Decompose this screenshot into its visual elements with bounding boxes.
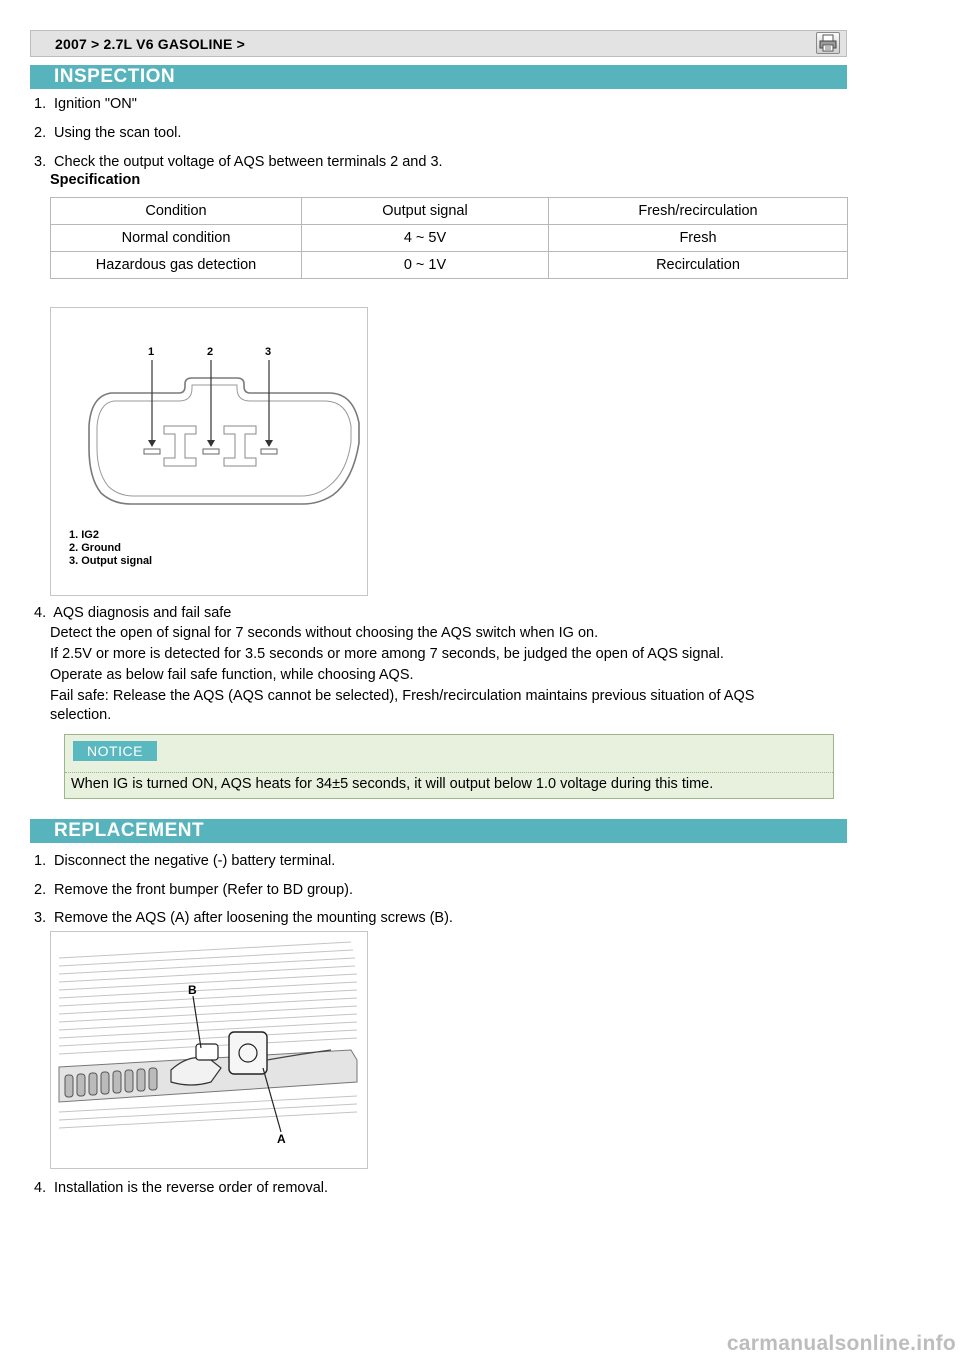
breadcrumb-bar bbox=[30, 30, 847, 57]
table-cell: Fresh bbox=[549, 225, 848, 252]
table-cell: 4 ~ 5V bbox=[302, 225, 549, 252]
step-text: Disconnect the negative (-) battery terminal. bbox=[54, 853, 336, 869]
pin-number-1: 1 bbox=[148, 346, 155, 358]
table-cell: Hazardous gas detection bbox=[51, 252, 302, 279]
table-header: Fresh/recirculation bbox=[549, 198, 848, 225]
table-cell: Recirculation bbox=[549, 252, 848, 279]
step-text: Remove the front bumper (Refer to BD group). bbox=[54, 882, 354, 898]
inspection-header bbox=[30, 65, 847, 89]
legend-item: 1. IG2 bbox=[69, 529, 99, 541]
step-number: 4. bbox=[34, 605, 47, 621]
step-number: 4. bbox=[34, 1180, 47, 1196]
replacement-step-2 bbox=[34, 880, 353, 900]
spec-table bbox=[50, 197, 848, 279]
inspection-step-2 bbox=[34, 123, 181, 143]
breadcrumb[interactable]: 2007 > 2.7L V6 GASOLINE > bbox=[55, 36, 245, 52]
diagnosis-line: If 2.5V or more is detected for 3.5 seconds or more among 7 seconds, be judged the open of AQS signal. bbox=[50, 646, 724, 662]
diagnosis-line: Detect the open of signal for 7 seconds without choosing the AQS switch when IG on. bbox=[50, 625, 599, 641]
legend-item: 2. Ground bbox=[69, 542, 121, 554]
inspection-title: INSPECTION bbox=[54, 66, 176, 87]
step-number: 1. bbox=[34, 853, 47, 869]
connector-figure bbox=[50, 307, 368, 596]
table-cell: 0 ~ 1V bbox=[302, 252, 549, 279]
inspection-step-4 bbox=[34, 603, 231, 623]
step-text: Remove the AQS (A) after loosening the mounting screws (B). bbox=[54, 910, 453, 926]
aqs-location-diagram bbox=[51, 932, 367, 1168]
replacement-step-4 bbox=[34, 1178, 328, 1198]
replacement-step-1 bbox=[34, 851, 335, 871]
table-header: Output signal bbox=[302, 198, 549, 225]
notice-text: When IG is turned ON, AQS heats for 34±5 seconds, it will output below 1.0 voltage during this time. bbox=[71, 776, 714, 792]
step-text: Using the scan tool. bbox=[54, 125, 182, 141]
table-row bbox=[51, 252, 848, 279]
spec-label: Specification bbox=[50, 172, 141, 188]
step-text: AQS diagnosis and fail safe bbox=[53, 605, 232, 621]
step-number: 1. bbox=[34, 96, 47, 112]
table-row bbox=[51, 225, 848, 252]
notice-box bbox=[64, 734, 834, 799]
diagnosis-line: Fail safe: Release the AQS (AQS cannot be selected), Fresh/recirculation maintains previous situation of AQS bbox=[50, 688, 755, 704]
aqs-location-figure bbox=[50, 931, 368, 1169]
pin-number-3: 3 bbox=[265, 346, 272, 358]
watermark: carmanualsonline.info bbox=[726, 1332, 956, 1355]
step-number: 3. bbox=[34, 910, 47, 926]
step-text: Ignition "ON" bbox=[54, 96, 137, 112]
replacement-step-3 bbox=[34, 908, 453, 928]
step-number: 2. bbox=[34, 882, 47, 898]
diagnosis-line: selection. bbox=[50, 707, 112, 723]
printer-icon bbox=[817, 33, 839, 53]
callout-a: A bbox=[277, 1132, 286, 1146]
table-header: Condition bbox=[51, 198, 302, 225]
callout-b: B bbox=[188, 983, 197, 997]
step-number: 2. bbox=[34, 125, 47, 141]
inspection-step-3 bbox=[34, 152, 443, 172]
notice-divider bbox=[65, 772, 833, 773]
inspection-step-1 bbox=[34, 94, 137, 114]
print-button[interactable] bbox=[816, 32, 840, 54]
connector-diagram bbox=[51, 308, 367, 595]
replacement-header bbox=[30, 819, 847, 843]
legend-item: 3. Output signal bbox=[69, 555, 153, 567]
step-number: 3. bbox=[34, 154, 47, 170]
diagnosis-line: Operate as below fail safe function, while choosing AQS. bbox=[50, 667, 414, 683]
table-header-row bbox=[51, 198, 848, 225]
replacement-title: REPLACEMENT bbox=[54, 820, 205, 841]
pin-number-2: 2 bbox=[207, 346, 214, 358]
step-text: Check the output voltage of AQS between terminals 2 and 3. bbox=[54, 154, 443, 170]
step-text: Installation is the reverse order of removal. bbox=[54, 1180, 329, 1196]
notice-badge: NOTICE bbox=[73, 741, 157, 761]
table-cell: Normal condition bbox=[51, 225, 302, 252]
